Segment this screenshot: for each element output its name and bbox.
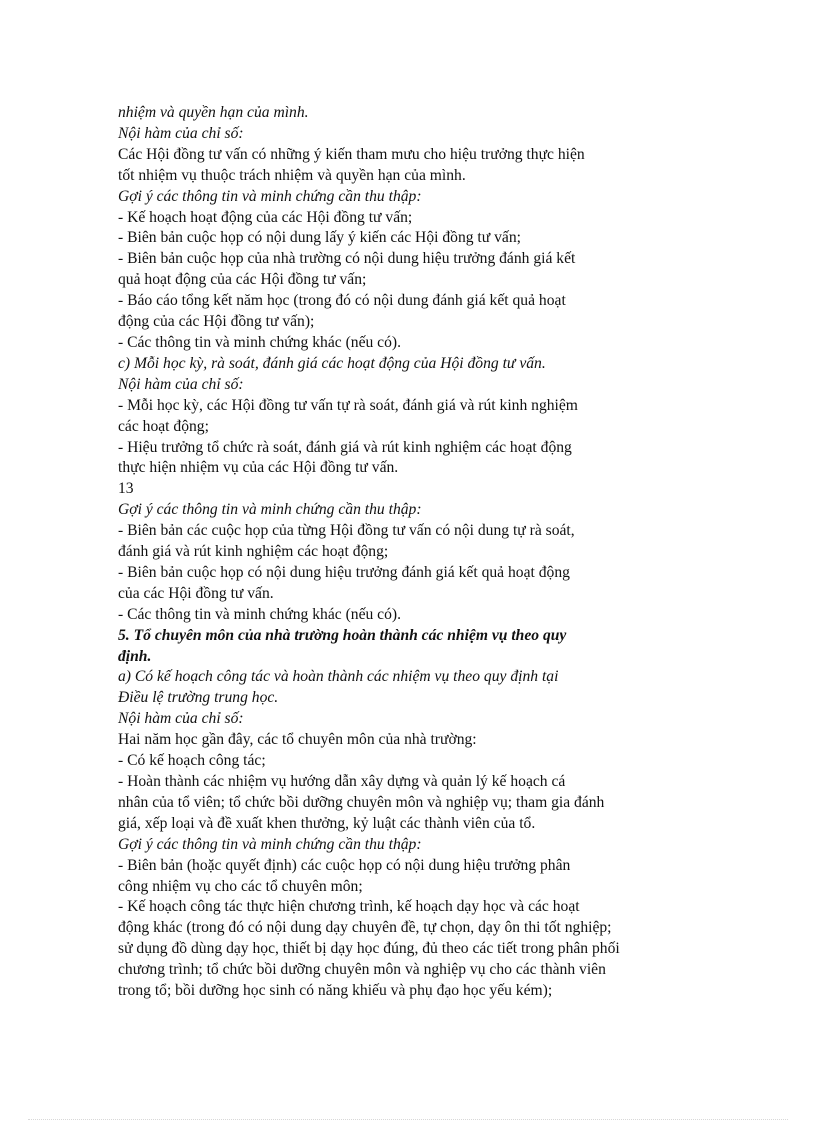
text-line: động của các Hội đồng tư vấn);	[118, 313, 315, 331]
text-line: các hoạt động;	[118, 417, 209, 435]
text-line: 13	[118, 480, 134, 498]
text-line: đánh giá và rút kinh nghiệm các hoạt động;	[118, 543, 389, 561]
text-line: - Hoàn thành các nhiệm vụ hướng dẫn xây dựng và quản lý kế hoạch cá	[118, 773, 566, 790]
text-line: - Báo cáo tổng kết năm học (trong đó có nội dung đánh giá kết quả hoạt	[118, 292, 566, 310]
text-line: c) Mỗi học kỳ, rà soát, đánh giá các hoạt động của Hội đồng tư vấn.	[118, 354, 546, 372]
text-line: Điều lệ trường trung học.	[118, 689, 279, 707]
text-line: thực hiện nhiệm vụ của các Hội đồng tư vấn.	[118, 459, 399, 477]
text-line: - Kế hoạch công tác thực hiện chương trình, kế hoạch dạy học và các hoạt	[118, 898, 580, 916]
text-line: chương trình; tổ chức bồi dưỡng chuyên môn và nghiệp vụ cho các thành viên	[118, 961, 606, 979]
text-line: Các Hội đồng tư vấn có những ý kiến tham mưu cho hiệu trưởng thực hiện	[118, 145, 585, 163]
text-line: nhiệm và quyền hạn của mình.	[118, 104, 309, 121]
text-line: tốt nhiệm vụ thuộc trách nhiệm và quyền hạn của mình.	[118, 166, 466, 184]
text-line: sử dụng đồ dùng dạy học, thiết bị dạy học đúng, đủ theo các tiết trong phân phối	[118, 940, 620, 958]
text-line: định.	[118, 647, 152, 665]
text-line: - Hiệu trưởng tổ chức rà soát, đánh giá và rút kinh nghiệm các hoạt động	[118, 438, 572, 456]
text-line: Gợi ý các thông tin và minh chứng cần thu thập:	[118, 835, 422, 853]
page-bottom-rule	[28, 1119, 788, 1120]
text-line: - Biên bản cuộc họp có nội dung lấy ý kiến các Hội đồng tư vấn;	[118, 229, 521, 247]
text-line: 5. Tổ chuyên môn của nhà trường hoàn thành các nhiệm vụ theo quy	[118, 626, 567, 644]
text-line: - Các thông tin và minh chứng khác (nếu có).	[118, 605, 401, 623]
text-line: công nhiệm vụ cho các tổ chuyên môn;	[118, 877, 363, 895]
text-line: - Biên bản các cuộc họp của từng Hội đồng tư vấn có nội dung tự rà soát,	[118, 522, 575, 540]
document-body	[118, 103, 698, 1002]
text-line: giá, xếp loại và đề xuất khen thưởng, kỷ luật các thành viên của tổ.	[118, 814, 536, 832]
text-line: nhân của tổ viên; tổ chức bồi dưỡng chuyên môn và nghiệp vụ; tham gia đánh	[118, 793, 605, 811]
text-line: - Biên bản cuộc họp có nội dung hiệu trưởng đánh giá kết quả hoạt động	[118, 563, 570, 581]
text-line: Nội hàm của chỉ số:	[118, 375, 244, 393]
text-line: a) Có kế hoạch công tác và hoàn thành các nhiệm vụ theo quy định tại	[118, 668, 559, 686]
text-line: Nội hàm của chỉ số:	[118, 124, 244, 142]
text-line: Gợi ý các thông tin và minh chứng cần thu thập:	[118, 187, 422, 205]
text-line: - Mỗi học kỳ, các Hội đồng tư vấn tự rà soát, đánh giá và rút kinh nghiệm	[118, 396, 578, 414]
text-line: Hai năm học gần đây, các tổ chuyên môn của nhà trường:	[118, 731, 477, 749]
text-line: - Biên bản (hoặc quyết định) các cuộc họp có nội dung hiệu trưởng phân	[118, 856, 571, 874]
text-line: trong tổ; bồi dưỡng học sinh có năng khiếu và phụ đạo học yếu kém);	[118, 982, 553, 1000]
text-line: quả hoạt động của các Hội đồng tư vấn;	[118, 271, 367, 289]
text-line: động khác (trong đó có nội dung dạy chuyên đề, tự chọn, dạy ôn thi tốt nghiệp;	[118, 919, 612, 937]
text-line: - Có kế hoạch công tác;	[118, 752, 266, 770]
text-line: - Các thông tin và minh chứng khác (nếu có).	[118, 333, 401, 351]
text-line: Nội hàm của chỉ số:	[118, 710, 244, 728]
text-line: của các Hội đồng tư vấn.	[118, 584, 274, 602]
text-line: - Biên bản cuộc họp của nhà trường có nội dung hiệu trưởng đánh giá kết	[118, 250, 576, 268]
text-line: Gợi ý các thông tin và minh chứng cần thu thập:	[118, 501, 422, 519]
text-line: - Kế hoạch hoạt động của các Hội đồng tư vấn;	[118, 208, 413, 226]
